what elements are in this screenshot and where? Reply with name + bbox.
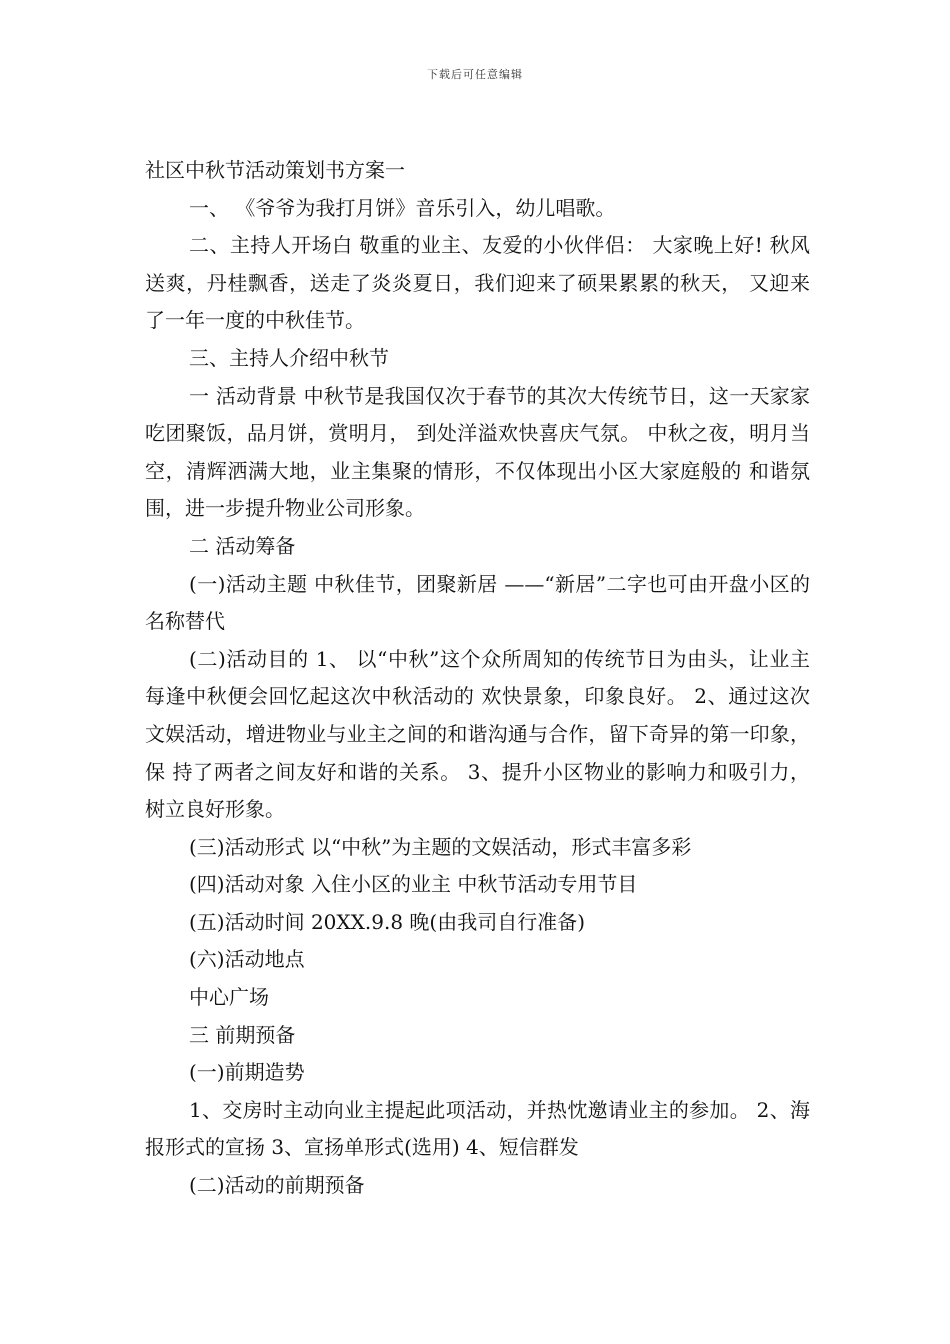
document-body — [145, 152, 810, 1205]
paragraph: 一 活动背景 中秋节是我国仅次于春节的其次大传统节日，这一天家家吃团聚饭，品月饼，赏明月， 到处洋溢欢快喜庆气氛。 中秋之夜，明月当空，清辉洒满大地，业主集聚的情形，不仅体现出小区大家庭般的 和谐氛围，进一步提升物业公司形象。 — [145, 383, 810, 521]
paragraph: (二)活动的前期预备 — [189, 1173, 365, 1198]
paragraph: 三、主持人介绍中秋节 — [189, 345, 389, 370]
document-title: 社区中秋节活动策划书方案一 — [145, 158, 405, 182]
paragraph: 二、主持人开场白 敬重的业主、友爱的小伙伴侣： 大家晚上好! 秋风送爽，丹桂飘香，送走了炎炎夏日，我们迎来了硕果累累的秋天， 又迎来了一年一度的中秋佳节。 — [145, 233, 810, 333]
paragraph: (二)活动目的 1、 以“中秋”这个众所周知的传统节日为由头，让业主每逢中秋便会回忆起这次中秋活动的 欢快景象，印象良好。 2、通过这次文娱活动，增进物业与业主之间的和谐沟通与合作，留下奇异的第一印象，保 持了两者之间友好和谐的关系。 3、提升小区物业的影响力和吸引力，树立良好形象。 — [145, 646, 810, 822]
paragraph: (四)活动对象 入住小区的业主 中秋节活动专用节目 — [189, 872, 638, 897]
paragraph: (一)前期造势 — [189, 1060, 305, 1085]
paragraph: 一、 《爷爷为我打月饼》音乐引入，幼儿唱歌。 — [189, 195, 616, 220]
paragraph: (一)活动主题 中秋佳节，团聚新居 ——“新居”二字也可由开盘小区的名称替代 — [145, 571, 810, 634]
paragraph: 三 前期预备 — [189, 1022, 296, 1047]
paragraph: 1、交房时主动向业主提起此项活动，并热忱邀请业主的参加。 2、海报形式的宣扬 3、宣扬单形式(选用) 4、短信群发 — [145, 1097, 810, 1160]
paragraph: 中心广场 — [189, 985, 269, 1010]
paragraph: (六)活动地点 — [189, 947, 305, 972]
header-note: 下载后可任意编辑 — [427, 68, 523, 81]
paragraph: (五)活动时间 20XX.9.8 晚(由我司自行准备) — [189, 909, 586, 934]
paragraph: 二 活动筹备 — [189, 533, 296, 558]
paragraph: (三)活动形式 以“中秋”为主题的文娱活动，形式丰富多彩 — [189, 834, 692, 859]
